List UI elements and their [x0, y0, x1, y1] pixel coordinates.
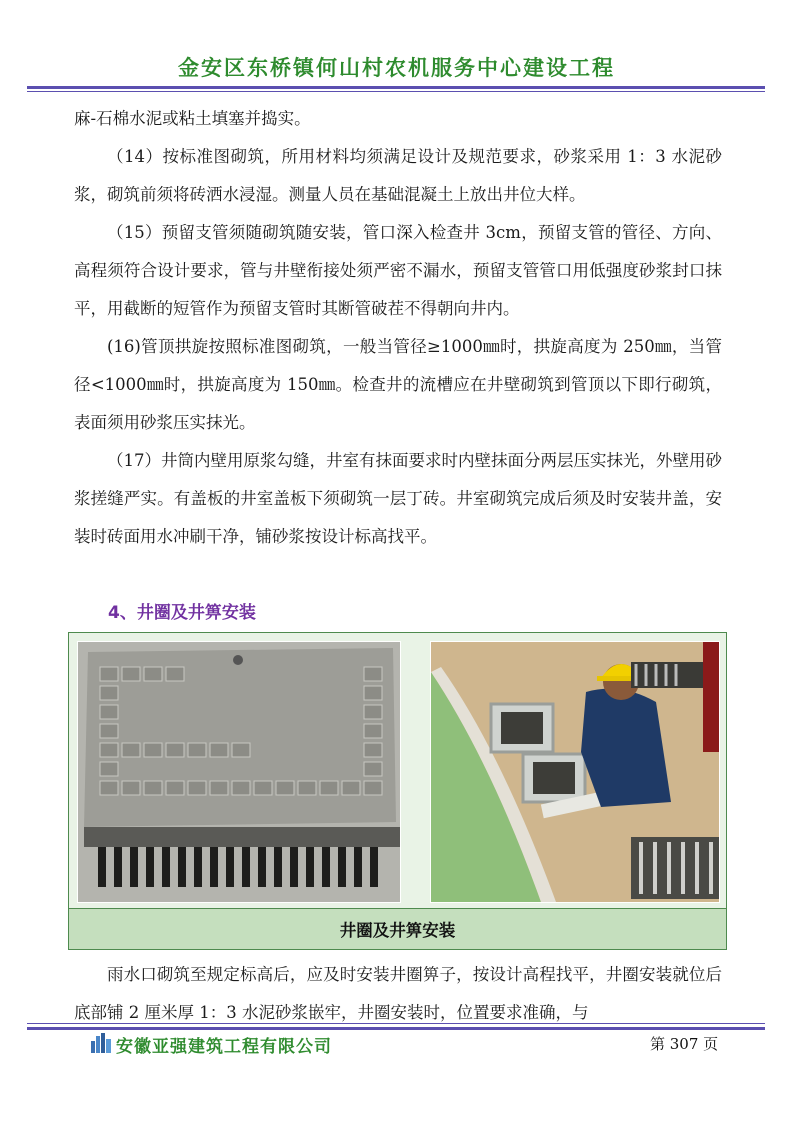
page-number: 第 307 页: [650, 1035, 719, 1053]
body-text-bottom: [74, 956, 722, 1032]
paragraph-14: （14）按标准图砌筑，所用材料均须满足设计及规范要求，砂浆采用 1：3 水泥砂浆，砌筑前须将砖洒水浸湿。测量人员在基础混凝土上放出井位大样。: [74, 147, 722, 204]
body-text-top: [74, 100, 722, 556]
section-heading: 4、井圈及井箅安装: [108, 603, 256, 623]
worker-installation-illustration: [431, 642, 719, 902]
header-rule-thick: [27, 86, 765, 89]
footer-rule-thin: [27, 1023, 765, 1024]
building-logo-icon: [90, 1033, 112, 1053]
figure-caption: 井圈及井箅安装: [69, 908, 726, 949]
footer-rule-thick: [27, 1027, 765, 1030]
paragraph-17: （17）井筒内壁用原浆勾缝，井室有抹面要求时内壁抹面分两层压实抹光，外壁用砂浆搓缝严实。有盖板的井室盖板下须砌筑一层丁砖。井室砌筑完成后须及时安装井盖，安装时砖面用水冲刷干净，铺砂浆按设计标高找平。: [74, 451, 722, 546]
header-rule-thin: [27, 91, 765, 92]
figure-frame: [68, 632, 727, 950]
paragraph-16: (16)管顶拱旋按照标准图砌筑，一般当管径≥1000㎜时，拱旋高度为 250㎜，当管径<1000㎜时，拱旋高度为 150㎜。检查井的流槽应在井壁砌筑到管顶以下即行砌筑，表面须用砂浆压实抹光。: [74, 337, 722, 432]
paragraph-15: （15）预留支管须随砌筑随安装，管口深入检查井 3cm，预留支管的管径、方向、高程须符合设计要求，管与井壁衔接处须严密不漏水，预留支管管口用低强度砂浆封口抹平，用截断的短管作为预留支管时其断管破茬不得朝向井内。: [74, 223, 722, 318]
paragraph-well-ring: 雨水口砌筑至规定标高后，应及时安装井圈箅子，按设计高程找平，井圈安装就位后底部铺 2 厘米厚 1：3 水泥砂浆嵌牢，井圈安装时，位置要求准确，与: [74, 965, 722, 1022]
manhole-cover-photo: [77, 641, 401, 903]
document-header-title: 金安区东桥镇何山村农机服务中心建设工程: [178, 56, 615, 80]
worker-installation-photo: [430, 641, 720, 903]
manhole-cover-illustration: [78, 642, 400, 902]
footer-company-name: 安徽亚强建筑工程有限公司: [116, 1037, 332, 1057]
paragraph-continuation: 麻-石棉水泥或粘土填塞并捣实。: [74, 109, 311, 128]
